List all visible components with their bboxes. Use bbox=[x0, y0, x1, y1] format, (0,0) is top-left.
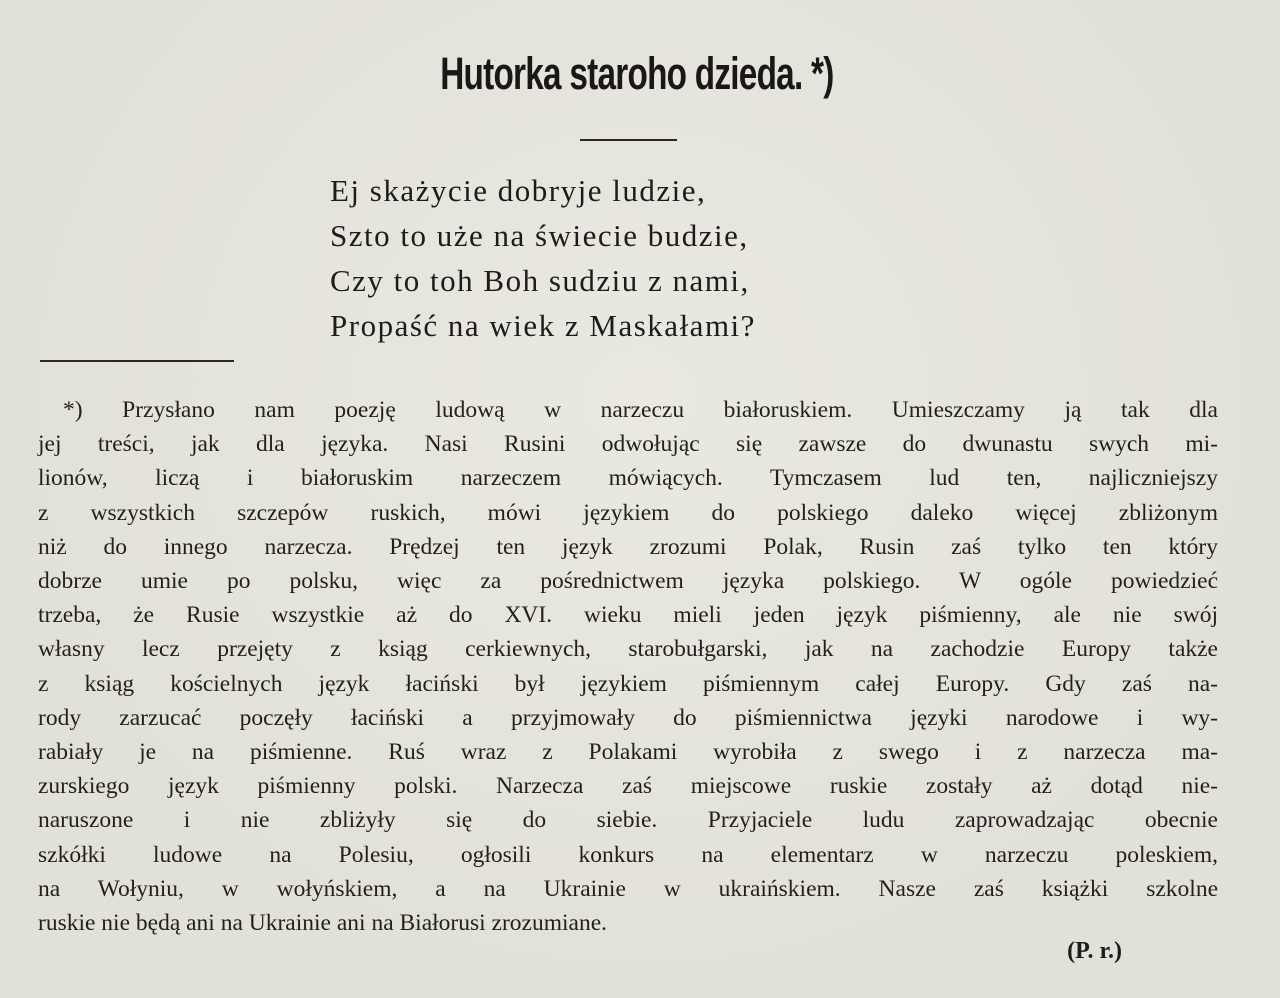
footnote-line: z wszystkich szczepów ruskich, mówi językiem do polskiego daleko więcej zbliżonym bbox=[38, 499, 1218, 526]
footnote bbox=[38, 393, 1218, 940]
footnote-line: trzeba, że Rusie wszystkie aż do XVI. wieku mieli jeden język piśmienny, ale nie swój bbox=[38, 602, 1218, 629]
footnote-line: na Wołyniu, w wołyńskiem, a na Ukrainie w ukraińskiem. Nasze zaś książki szkolne bbox=[38, 875, 1218, 902]
poem-line: Ej skażycie dobryje ludzie, bbox=[330, 173, 707, 208]
poem-line: Propaść na wiek z Maskałami? bbox=[330, 308, 756, 343]
footnote-line: naruszone i nie zbliżyły się do siebie. Przyjaciele ludu zaprowadzając obecnie bbox=[38, 807, 1218, 834]
title-divider bbox=[580, 139, 677, 141]
footnote-line: niż do innego narzecza. Prędzej ten język zrozumi Polak, Rusin zaś tylko ten który bbox=[38, 533, 1218, 560]
footnote-line: rody zarzucać poczęły łaciński a przyjmowały do piśmiennictwa języki narodowe i wy- bbox=[38, 704, 1218, 731]
footnote-line: dobrze umie po polsku, więc za pośrednictwem języka polskiego. W ogóle powiedzieć bbox=[38, 568, 1218, 595]
footnote-line: rabiały je na piśmienne. Ruś wraz z Polakami wyrobiła z swego i z narzecza ma- bbox=[38, 739, 1218, 766]
page-title: Hutorka staroho dzieda. *) bbox=[440, 48, 834, 99]
footnote-divider bbox=[40, 360, 234, 362]
poem-line: Szto to uże na świecie budzie, bbox=[330, 218, 749, 253]
poem-stanza bbox=[330, 168, 756, 348]
footnote-line: szkółki ludowe na Polesiu, ogłosili konkurs na elementarz w narzeczu poleskiem, bbox=[38, 841, 1218, 868]
footnote-line: z ksiąg kościelnych język łaciński był językiem piśmiennym całej Europy. Gdy zaś na- bbox=[38, 670, 1218, 697]
footnote-line: lionów, liczą i białoruskim narzeczem mówiących. Tymczasem lud ten, najliczniejszy bbox=[38, 465, 1218, 492]
signature: (P. r.) bbox=[1067, 938, 1122, 964]
footnote-line: własny lecz przejęty z ksiąg cerkiewnych, starobułgarski, jak na zachodzie Europy także bbox=[38, 636, 1218, 663]
footnote-line: jej treści, jak dla języka. Nasi Rusini odwołując się zawsze do dwunastu swych mi- bbox=[38, 431, 1218, 458]
footnote-line: *) Przysłano nam poezję ludową w narzeczu białoruskiem. Umieszczamy ją tak dla bbox=[63, 397, 1218, 423]
poem-line: Czy to toh Boh sudziu z nami, bbox=[330, 263, 750, 298]
footnote-line: ruskie nie będą ani na Ukrainie ani na Białorusi zrozumiane. bbox=[38, 910, 608, 937]
footnote-line: zurskiego język piśmienny polski. Narzecza zaś miejscowe ruskie zostały aż dotąd nie- bbox=[38, 773, 1218, 800]
